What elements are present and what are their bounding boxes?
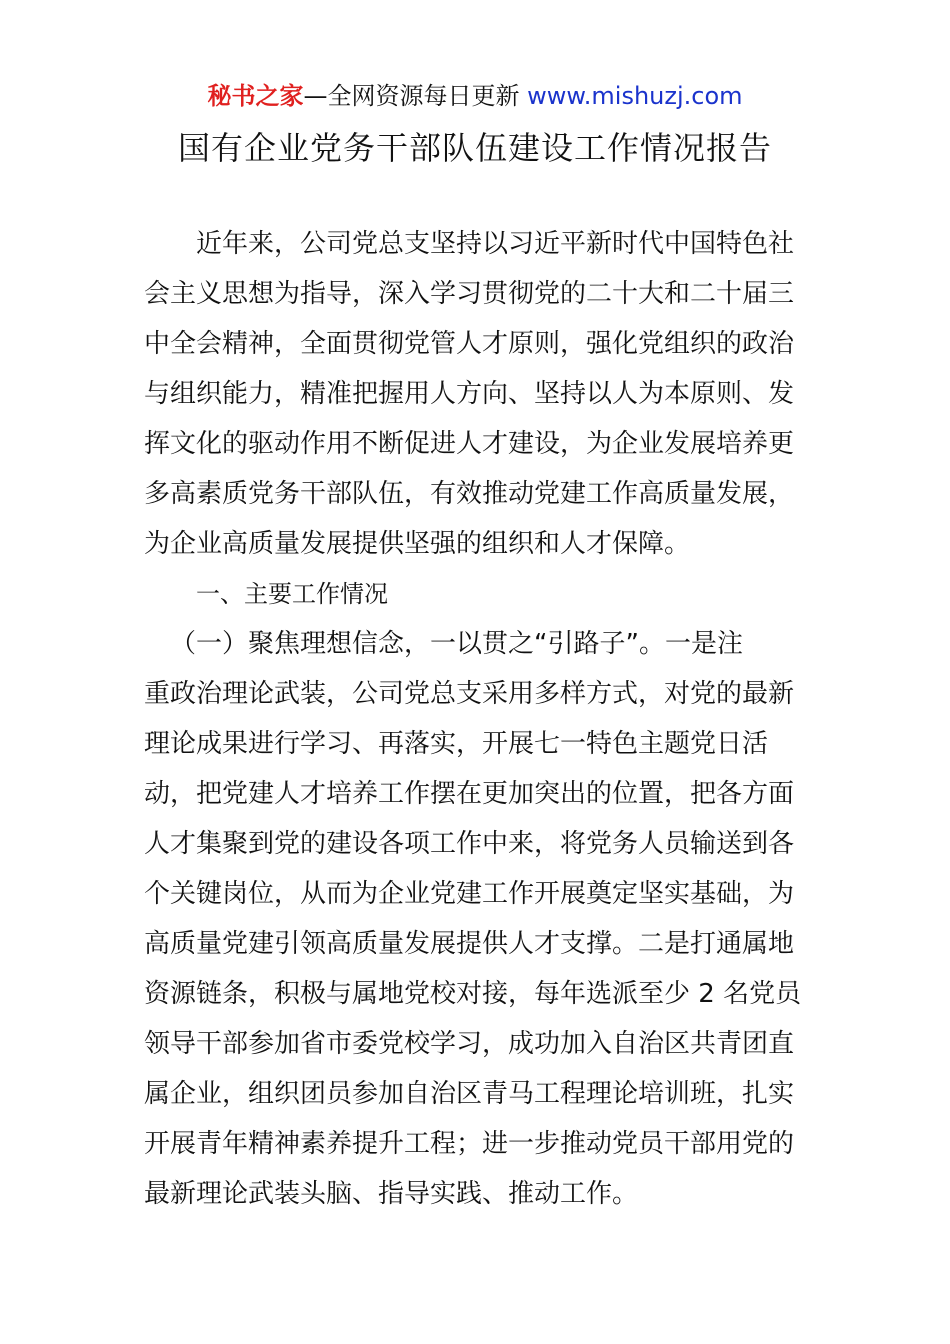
paragraph-line: 动，把党建人才培养工作摆在更加突出的位置，把各方面 [144,779,795,809]
paragraph-line: 理论成果进行学习、再落实，开展七一特色主题党日活 [144,729,769,759]
site-header [0,80,950,112]
site-url-link[interactable]: www.mishuzj.com [527,82,743,110]
paragraph-line: 重政治理论武装，公司党总支采用多样方式，对党的最新 [144,679,795,709]
section-heading: 一、主要工作情况 [196,580,388,608]
paragraph-line: 与组织能力，精准把握用人方向、坚持以人为本原则、发 [144,379,795,409]
paragraph-line: 会主义思想为指导，深入学习贯彻党的二十大和二十届三 [144,279,795,309]
paragraph-line: 个关键岗位，从而为企业党建工作开展奠定坚实基础，为 [144,879,795,909]
paragraph-line: 开展青年精神素养提升工程；进一步推动党员干部用党的 [144,1129,795,1159]
paragraph-line: 高质量党建引领高质量发展提供人才支撑。二是打通属地 [144,929,795,959]
paragraph-line: 挥文化的驱动作用不断促进人才建设，为企业发展培养更 [144,429,795,459]
site-tagline: —全网资源每日更新 [303,82,528,110]
paragraph-line: 为企业高质量发展提供坚强的组织和人才保障。 [144,529,691,559]
paragraph-line: 人才集聚到党的建设各项工作中来，将党务人员输送到各 [144,829,795,859]
paragraph-line: 属企业，组织团员参加自治区青马工程理论培训班，扎实 [144,1079,795,1109]
site-brand: 秘书之家 [207,82,304,110]
paragraph-line: 领导干部参加省市委党校学习，成功加入自治区共青团直 [144,1029,795,1059]
paragraph-line: （一）聚焦理想信念，一以贯之“引路子”。一是注 [170,629,743,659]
paragraph-line: 最新理论武装头脑、指导实践、推动工作。 [144,1179,639,1209]
document-title: 国有企业党务干部队伍建设工作情况报告 [177,129,772,167]
paragraph-line: 近年来，公司党总支坚持以习近平新时代中国特色社 [196,229,795,259]
paragraph-line: 中全会精神，全面贯彻党管人才原则，强化党组织的政治 [144,329,795,359]
paragraph-line: 资源链条，积极与属地党校对接，每年选派至少 2 名党员 [144,979,802,1009]
paragraph-line: 多高素质党务干部队伍，有效推动党建工作高质量发展， [144,479,795,509]
